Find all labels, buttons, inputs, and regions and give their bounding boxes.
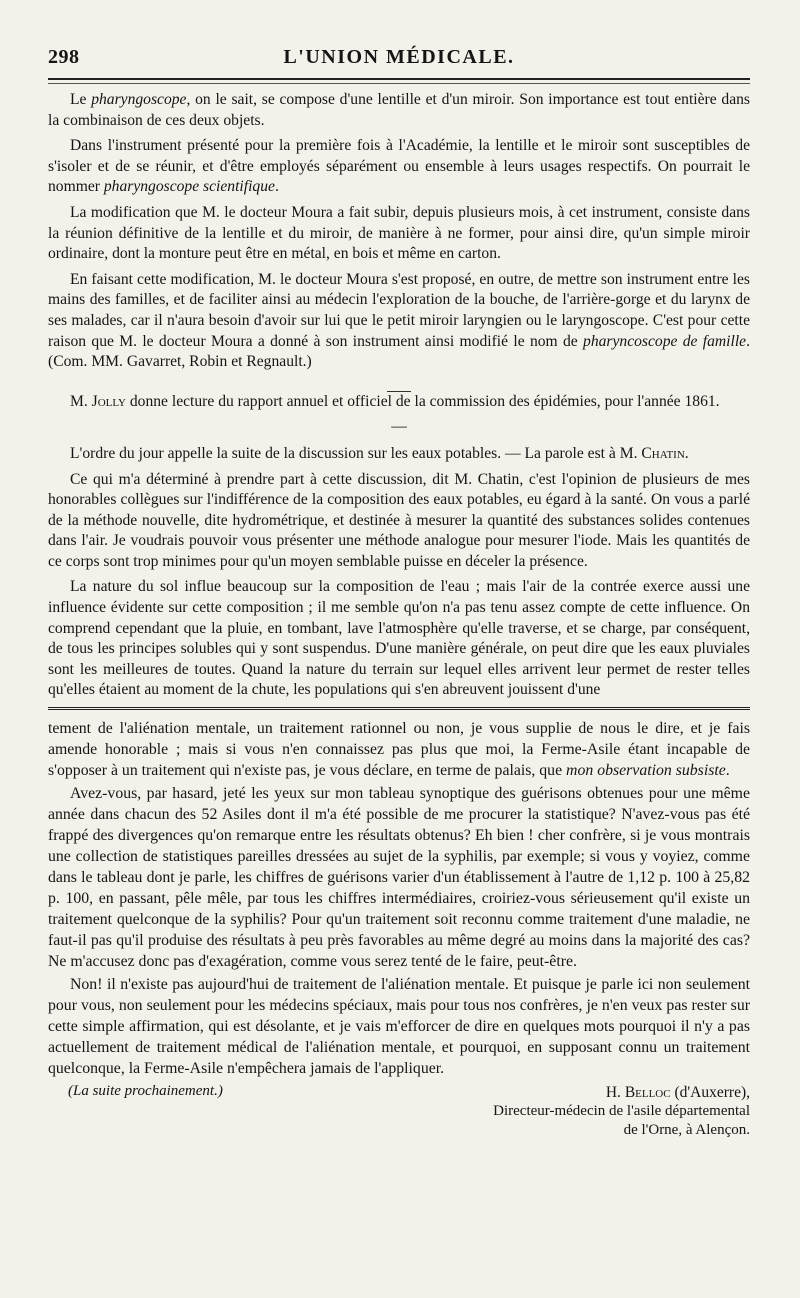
header-rule bbox=[48, 78, 750, 80]
author-title: Directeur-médecin de l'asile départemental bbox=[493, 1103, 750, 1120]
feuilleton-rule bbox=[48, 707, 750, 710]
paragraph: Le pharyngoscope, on le sait, se compose d'une lentille et d'un miroir. Son importance est tout entière dans la combinaison de ces deux objets. bbox=[48, 91, 750, 129]
author-signature bbox=[493, 1083, 750, 1140]
paragraph: Ce qui m'a déterminé à prendre part à cette discussion, dit M. Chatin, c'est l'opinion de plusieurs de mes honorables collègues sur l'indifférence de la composition des eaux potables, eu égard à la santé. On vous a parlé de la méthode nouvelle, dite hydrométrique, et destinée à mesurer la quantité des substances solides contenues dans l'air. Je voudrais pouvoir vous présenter une méthode analogue pour mesurer l'iode. Mais les quantités de ce corps sont trop minimes pour qu'un moyen semblable puisse en déceler la présence. bbox=[48, 470, 750, 570]
author-place: de l'Orne, à Alençon. bbox=[623, 1122, 750, 1139]
article-column bbox=[48, 90, 750, 701]
paragraph: La nature du sol influe beaucoup sur la composition de l'eau ; mais l'air de la contrée exerce aussi une influence évidente sur cette composition ; il me semble qu'on n'a pas tenu assez compte de cette influence. On comprend cependant que la pluie, en tombant, lave l'atmosphère qu'elle traverse, et se charge, par conséquent, de tous les principes solubles qui y sont suspendus. D'une manière générale, on peut dire que les eaux pluviales sont les meilleures de toutes. Quand la nature du terrain sur lequel elles arrivent leur permet de rester telles qu'elles étaient au moment de la chute, les populations qui s'en abreuvent jouissent d'une bbox=[48, 578, 750, 699]
author-name: H. Belloc (d'Auxerre), bbox=[605, 1084, 750, 1102]
paragraph: L'ordre du jour appelle la suite de la discussion sur les eaux potables. — La parole est à M. Chatin. bbox=[70, 444, 689, 462]
continuation-note: (La suite prochainement.) bbox=[68, 1083, 223, 1100]
feuilleton-column bbox=[48, 718, 750, 1079]
paragraph: M. Jolly donne lecture du rapport annuel et officiel de la commission des épidémies, pour l'année 1861. bbox=[70, 392, 720, 410]
paragraph: Avez-vous, par hasard, jeté les yeux sur mon tableau synoptique des guérisons obtenues pour une même année dans chacun des 52 Asiles dont il m'a été possible de me procurer la statistique? N'avez-vous pas été frappé des divergences qu'on remarque entre les résultats obtenus? Eh bien ! cher confrère, si je vous montrais une collection de statistiques pareilles dressées au sujet de la syphilis, par exemple; si vous y voyiez, comme dans le tableau dont je parle, les chiffres de guérisons varier d'un établissement à l'autre de 1,12 p. 100 à 25,82 p. 100, en passant, pêle mêle, par tous les chiffres intermédiaires, croiriez-vous sérieusement qu'il existe un traitement quelconque de la syphilis? Pour qu'un traitement soit reconnu comme traitement d'une maladie, ne faut-il pas qu'il produise des résultats à peu près favorables au même degré au moins dans la majorité des cas? Ne m'accusez donc pas d'exagération, comme vous serez tenté de le faire, peut-être. bbox=[48, 785, 750, 971]
page-number: 298 bbox=[48, 46, 80, 68]
paragraph: Dans l'instrument présenté pour la première fois à l'Académie, la lentille et le miroir sont susceptibles de s'isoler et de se réunir, et d'être employés séparément ou ensemble à leurs usages respectifs. On pourrait le nommer pharyngoscope scientifique. bbox=[48, 137, 750, 196]
page-header bbox=[48, 40, 750, 74]
signature-block bbox=[48, 1083, 750, 1153]
paragraph: La modification que M. le docteur Moura a fait subir, depuis plusieurs mois, à cet instrument, consiste dans la réunion définitive de la lentille et du miroir, de manière à ne former, pour ainsi dire, qu'un simple miroir ordinaire, dont la monture peut être en métal, en bois et même en carton. bbox=[48, 203, 750, 263]
running-head: L'UNION MÉDICALE. bbox=[283, 46, 515, 68]
paragraph: tement de l'aliénation mentale, un traitement rationnel ou non, je vous supplie de nous le dire, et je fais amende honorable ; mais si vous n'en connaissez pas plus que moi, la Ferme-Asile étant incapable de s'opposer à un traitement qui n'existe pas, je vous déclare, en terme de palais, que mon observation subsiste. bbox=[48, 720, 750, 780]
header-rule-thin bbox=[48, 83, 750, 84]
paragraph: Non! il n'existe pas aujourd'hui de traitement de l'aliénation mentale. Et puisque je parle ici non seulement pour vous, non seulement pour les médecins spéciaux, mais pour tous nos confrères, je n'en veux pas rester sur cette simple affirmation, qui est désolante, et je vais m'efforcer de dire en quelques mots pourquoi il n'y a pas actuellement de traitement médical de l'aliénation mentale, et pourquoi, en supposant connu un traitement quelconque, la Ferme-Asile n'empêchera jamais de l'appliquer. bbox=[48, 976, 750, 1078]
paragraph: En faisant cette modification, M. le docteur Moura s'est proposé, en outre, de mettre son instrument entre les mains des familles, et de faciliter ainsi au médecin l'exploration de la bouche, de l'arrière-gorge et du larynx de ses malades, car il n'aura besoin d'avoir sur lui que le petit miroir laryngien ou le laryngoscope. C'est pour cette raison que M. le docteur Moura a donné à son instrument ainsi modifié le nom de pharyncoscope de famille. (Com. MM. Gavarret, Robin et Regnault.) bbox=[48, 270, 751, 371]
separator-dash: — bbox=[391, 418, 407, 436]
separator bbox=[48, 378, 750, 388]
